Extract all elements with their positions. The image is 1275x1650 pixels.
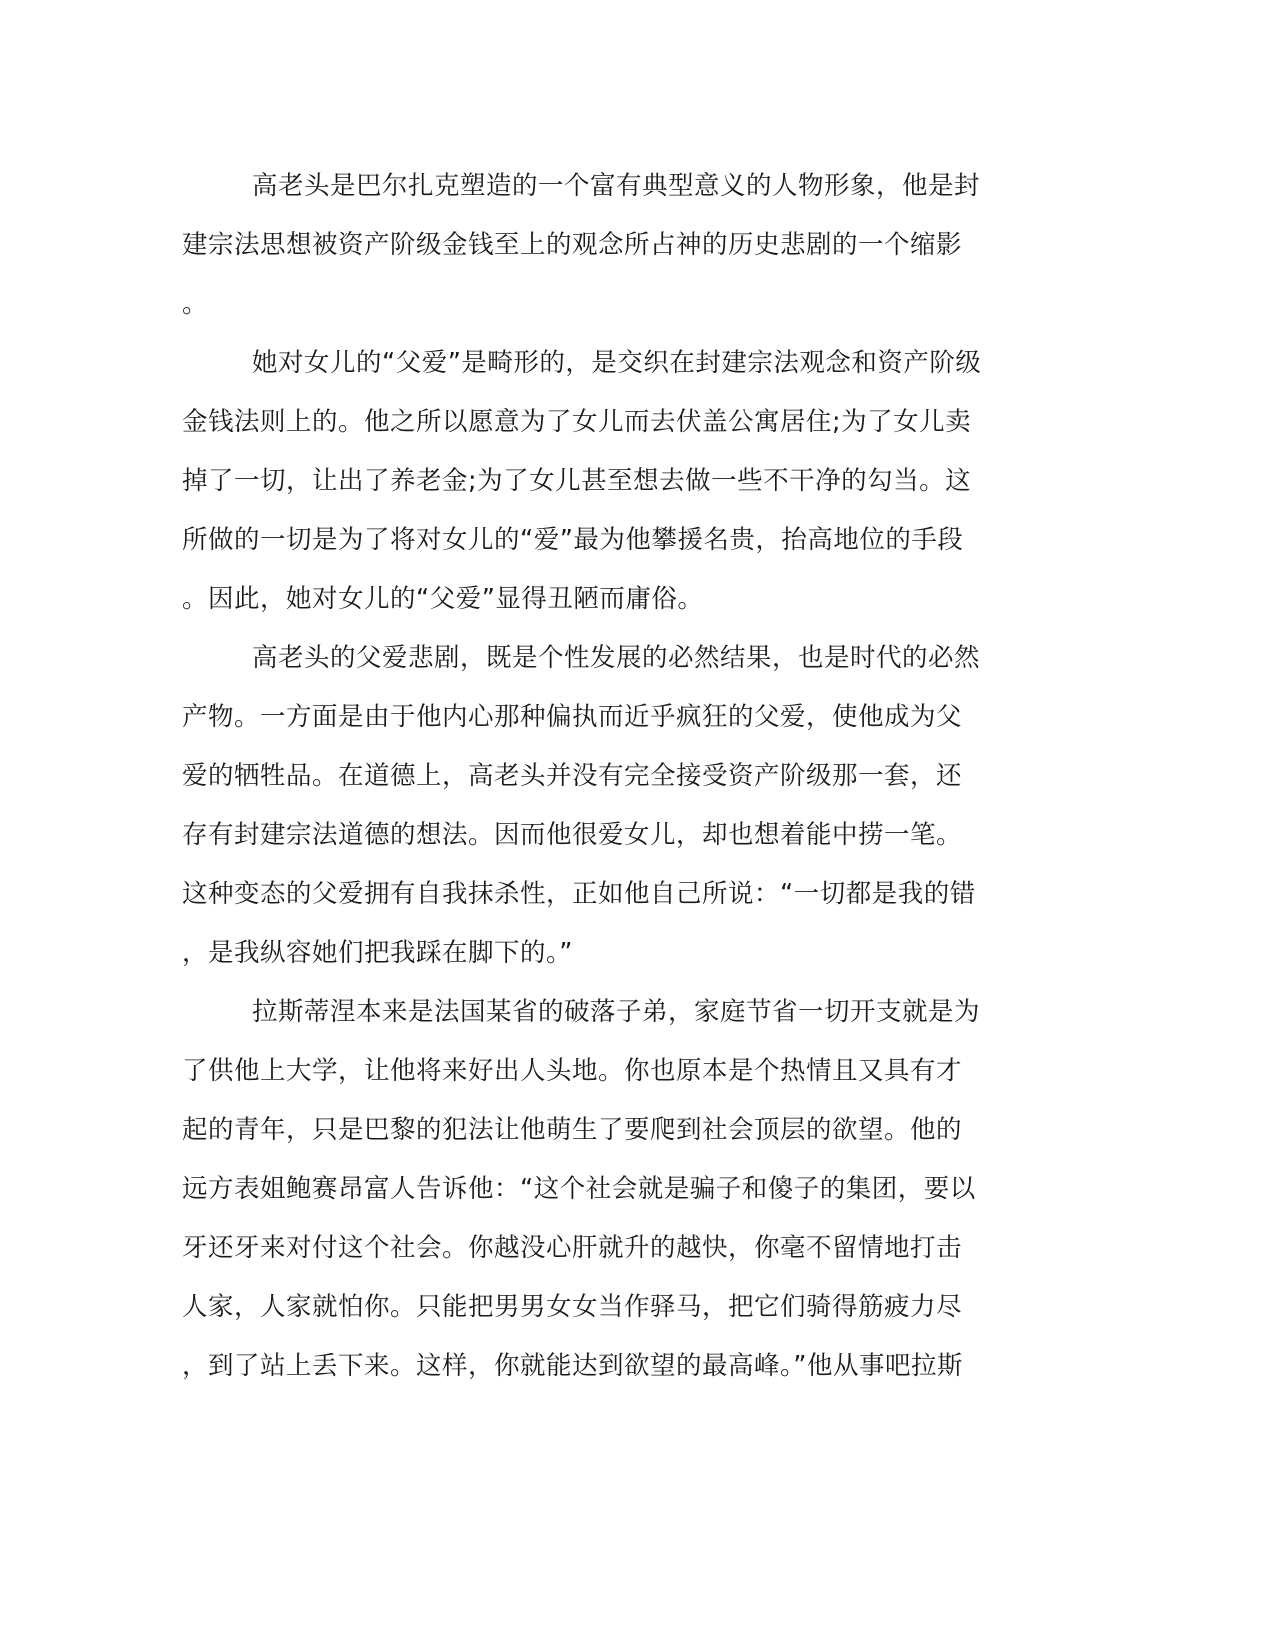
text-line: 高老头的父爱悲剧，既是个性发展的必然结果，也是时代的必然 xyxy=(252,643,981,673)
body-text xyxy=(182,157,1032,1396)
text-line: 拉斯蒂涅本来是法国某省的破落子弟，家庭节省一切开支就是为 xyxy=(252,997,981,1027)
text-line: 产物。一方面是由于他内心那种偏执而近乎疯狂的父爱，使他成为父 xyxy=(182,702,963,732)
text-line: 这种变态的父爱拥有自我抹杀性，正如他自己所说：“一切都是我的错 xyxy=(182,879,976,909)
text-line: ，到了站上丢下来。这样，你就能达到欲望的最高峰。”他从事吧拉斯 xyxy=(182,1351,963,1381)
text-line: 掉了一切，让出了养老金;为了女儿甚至想去做一些不干净的勾当。这 xyxy=(182,466,972,496)
text-line: 金钱法则上的。他之所以愿意为了女儿而去伏盖公寓居住;为了女儿卖 xyxy=(182,407,972,437)
text-line: 。因此，她对女儿的“父爱”显得丑陋而庸俗。 xyxy=(182,584,704,614)
text-line: 高老头是巴尔扎克塑造的一个富有典型意义的人物形象，他是封 xyxy=(252,171,981,201)
text-line: 牙还牙来对付这个社会。你越没心肝就升的越快，你毫不留情地打击 xyxy=(182,1233,963,1263)
text-line: ，是我纵容她们把我踩在脚下的。” xyxy=(182,938,573,968)
text-line: 。 xyxy=(182,289,209,319)
text-line: 爱的牺牲品。在道德上，高老头并没有完全接受资产阶级那一套，还 xyxy=(182,761,963,791)
text-line: 建宗法思想被资产阶级金钱至上的观念所占神的历史悲剧的一个缩影 xyxy=(182,230,963,260)
text-line: 起的青年，只是巴黎的犯法让他萌生了要爬到社会顶层的欲望。他的 xyxy=(182,1115,963,1145)
text-line: 所做的一切是为了将对女儿的“爱”最为他攀援名贵，抬高地位的手段 xyxy=(182,525,964,555)
text-line: 了供他上大学，让他将来好出人头地。你也原本是个热情且又具有才 xyxy=(182,1056,963,1086)
text-line: 存有封建宗法道德的想法。因而他很爱女儿，却也想着能中捞一笔。 xyxy=(182,820,963,850)
text-line: 人家，人家就怕你。只能把男男女女当作驿马，把它们骑得筋疲力尽 xyxy=(182,1292,963,1322)
text-line: 她对女儿的“父爱”是畸形的，是交织在封建宗法观念和资产阶级 xyxy=(252,348,982,378)
text-line: 远方表姐鲍赛昂富人告诉他：“这个社会就是骗子和傻子的集团，要以 xyxy=(182,1174,976,1204)
